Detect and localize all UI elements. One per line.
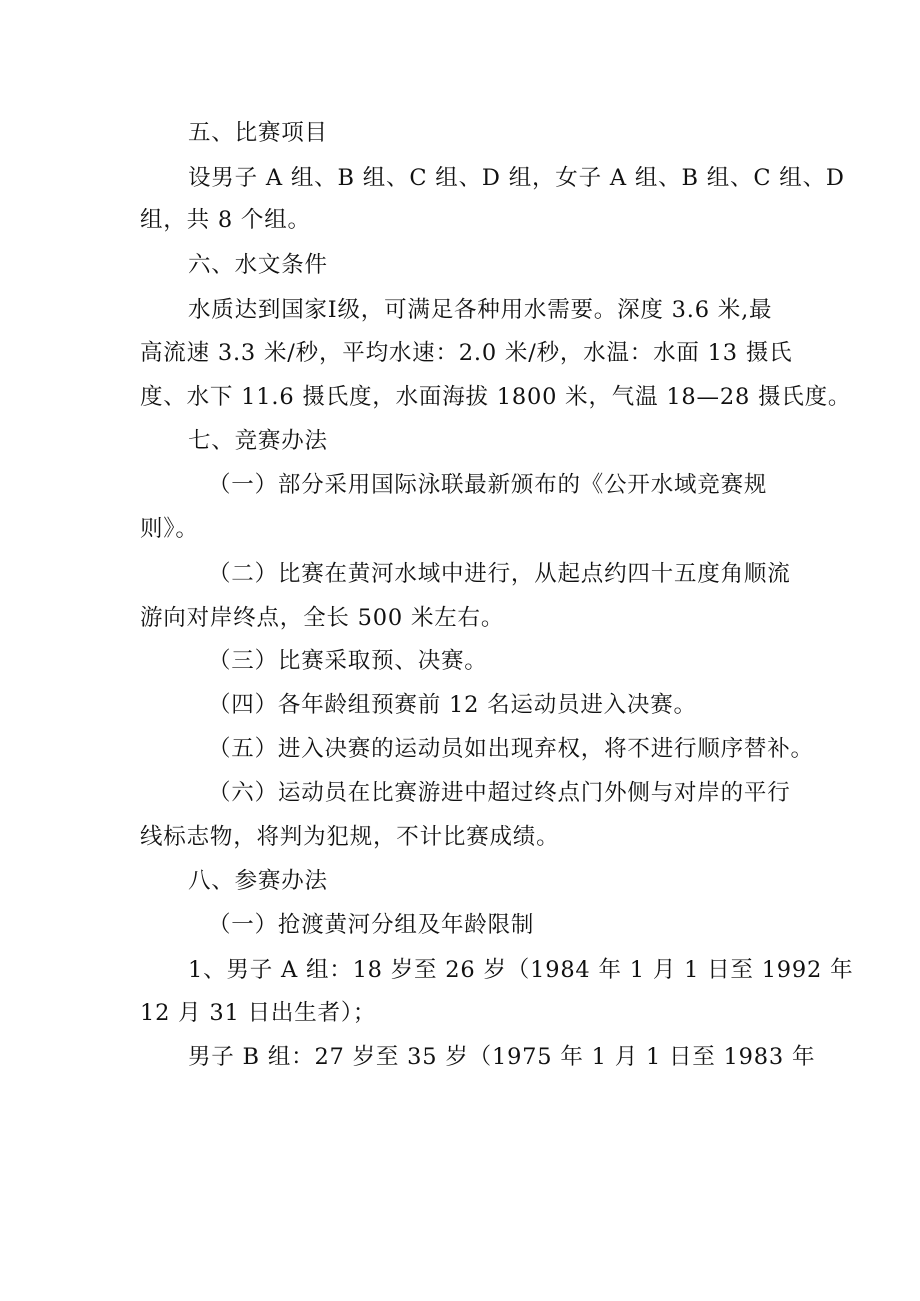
paragraph-line: （三）比赛采取预、决赛。 (208, 648, 488, 674)
paragraph-line: （六）运动员在比赛游进中超过终点门外侧与对岸的平行 (208, 780, 791, 806)
paragraph-line: 线标志物，将判为犯规，不计比赛成绩。 (140, 824, 560, 850)
paragraph-line: （二）比赛在黄河水域中进行，从起点约四十五度角顺流 (208, 561, 791, 587)
section-heading-8: 八、参赛办法 (188, 868, 328, 894)
section-heading-5: 五、比赛项目 (188, 120, 328, 146)
paragraph-line: 度、水下 11.6 摄氏度，水面海拔 1800 米，气温 18—28 摄氏度。 (140, 384, 852, 410)
section-heading-6: 六、水文条件 (188, 252, 328, 278)
paragraph-line: 1、男子 A 组：18 岁至 26 岁（1984 年 1 月 1 日至 1992 年 (188, 957, 854, 983)
paragraph-line: 12 月 31 日出生者）； (140, 1000, 377, 1026)
paragraph-line: （五）进入决赛的运动员如出现弃权，将不进行顺序替补。 (208, 736, 814, 762)
paragraph-line: （四）各年龄组预赛前 12 名运动员进入决赛。 (208, 692, 697, 718)
paragraph-line: 高流速 3.3 米/秒，平均水速：2.0 米/秒，水温：水面 13 摄氏 (140, 340, 793, 366)
paragraph-line: 则》。 (140, 516, 199, 542)
paragraph-line: 组，共 8 个组。 (140, 207, 311, 233)
paragraph-line: 男子 B 组：27 岁至 35 岁（1975 年 1 月 1 日至 1983 年 (188, 1044, 816, 1070)
subheading-line: （一）抢渡黄河分组及年龄限制 (208, 912, 535, 938)
paragraph-line: 设男子 A 组、B 组、C 组、D 组，女子 A 组、B 组、C 组、D (188, 165, 845, 191)
section-heading-7: 七、竞赛办法 (188, 428, 328, 454)
paragraph-line: （一）部分采用国际泳联最新颁布的《公开水域竞赛规 (208, 472, 768, 498)
paragraph-line: 水质达到国家Ⅰ级，可满足各种用水需要。深度 3.6 米,最 (188, 297, 773, 323)
paragraph-line: 游向对岸终点，全长 500 米左右。 (140, 605, 505, 631)
